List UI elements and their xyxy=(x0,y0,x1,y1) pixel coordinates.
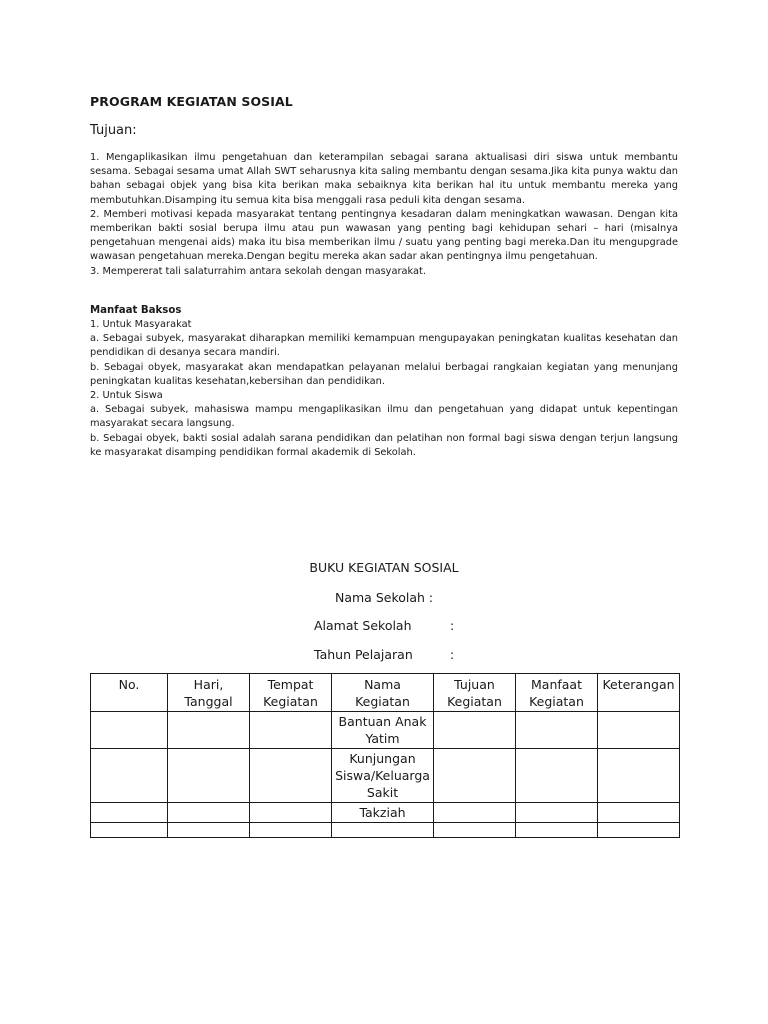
table-cell xyxy=(168,712,250,749)
table-cell xyxy=(250,749,332,803)
table-cell xyxy=(516,823,598,838)
buku-title: BUKU KEGIATAN SOSIAL xyxy=(309,560,459,575)
manfaat-item-2: 2. Untuk Siswa xyxy=(90,390,163,402)
document-title: PROGRAM KEGIATAN SOSIAL xyxy=(90,94,293,109)
alamat-sekolah-field xyxy=(314,618,455,633)
table-cell xyxy=(168,803,250,823)
tahun-pelajaran-field xyxy=(314,647,455,662)
manfaat-item-2b: b. Sebagai obyek, bakti sosial adalah sarana pendidikan dan pelatihan non formal bagi siswa dengan terjun langsung ke masyarakat disamping pendidikan formal akademik di Sekolah. xyxy=(90,432,678,458)
table-cell xyxy=(91,803,168,823)
kegiatan-table xyxy=(90,673,680,838)
table-cell xyxy=(332,823,434,838)
header-keterangan: Keterangan xyxy=(598,674,680,712)
table-cell xyxy=(91,749,168,803)
table-cell: Kunjungan Siswa/Keluarga Sakit xyxy=(332,749,434,803)
table-cell xyxy=(168,823,250,838)
tujuan-list xyxy=(90,151,678,279)
table-row xyxy=(91,803,680,823)
table-cell xyxy=(434,749,516,803)
table-cell xyxy=(250,712,332,749)
table-cell xyxy=(434,823,516,838)
alamat-sekolah-label: Alamat Sekolah xyxy=(314,618,412,633)
manfaat-item-1a: a. Sebagai subyek, masyarakat diharapkan memiliki kemampuan mengupayakan peningkatan kualitas kesehatan dan pendidikan di desanya secara mandiri. xyxy=(90,333,678,359)
table-cell xyxy=(434,803,516,823)
manfaat-item-1b: b. Sebagai obyek, masyarakat akan mendapatkan pelayanan melalui berbagai rangkaian kegiatan yang menunjang peningkatan kualitas kesehatan,kebersihan dan pendidikan. xyxy=(90,361,678,387)
table-cell xyxy=(516,749,598,803)
table-cell xyxy=(250,803,332,823)
header-manfaat-kegiatan: Manfaat Kegiatan xyxy=(516,674,598,712)
table-cell xyxy=(91,712,168,749)
manfaat-list xyxy=(90,318,678,460)
table-cell xyxy=(598,749,680,803)
header-nama-kegiatan: Nama Kegiatan xyxy=(332,674,434,712)
table-cell xyxy=(434,712,516,749)
table-cell xyxy=(598,823,680,838)
tujuan-item-3: 3. Mempererat tali salaturrahim antara sekolah dengan masyarakat. xyxy=(90,265,426,277)
tahun-pelajaran-colon: : xyxy=(450,647,455,662)
tujuan-item-2: 2. Memberi motivasi kepada masyarakat tentang pentingnya kesadaran dalam meningkatkan wawasan. Dengan kita memberikan bakti sosial berupa ilmu atau pun wawasan yang penting bagi kehidupan sehari – hari (misalnya pengetahuan mengenai aids) maka itu bisa memberikan ilmu / suatu yang penting bagi mereka.Dan itu mengupgrade wawasan pengetahuan mereka.Dengan begitu mereka akan sadar akan pentingnya ilmu pengetahuan. xyxy=(90,208,678,263)
table-row xyxy=(91,749,680,803)
manfaat-heading: Manfaat Baksos xyxy=(90,305,182,316)
table-cell xyxy=(598,712,680,749)
header-hari-tanggal: Hari, Tanggal xyxy=(168,674,250,712)
table-cell xyxy=(516,803,598,823)
table-cell: Takziah xyxy=(332,803,434,823)
table-cell xyxy=(516,712,598,749)
tujuan-item-1: 1. Mengaplikasikan ilmu pengetahuan dan keterampilan sebagai sarana aktualisasi diri siswa untuk membantu sesama. Sebagai sesama umat Allah SWT seharusnya kita saling membantu dengan sesama.Jika kita punya waktu dan bahan sebagai objek yang bisa kita berikan maka sebaiknya kita berikan hal itu untuk membantu mereka yang membutuhkan.Disamping itu semua kita bisa menggali rasa peduli kita dengan sesama. xyxy=(90,152,678,206)
alamat-sekolah-colon: : xyxy=(450,618,455,633)
table-row xyxy=(91,823,680,838)
nama-sekolah-label: Nama Sekolah : xyxy=(335,590,434,605)
table-cell xyxy=(168,749,250,803)
tahun-pelajaran-label: Tahun Pelajaran xyxy=(314,647,413,662)
tujuan-heading: Tujuan: xyxy=(90,123,137,138)
header-tujuan-kegiatan: Tujuan Kegiatan xyxy=(434,674,516,712)
table-cell xyxy=(91,823,168,838)
table-header-row xyxy=(91,674,680,712)
table-row xyxy=(91,712,680,749)
table-cell: Bantuan Anak Yatim xyxy=(332,712,434,749)
header-tempat-kegiatan: Tempat Kegiatan xyxy=(250,674,332,712)
manfaat-item-2a: a. Sebagai subyek, mahasiswa mampu mengaplikasikan ilmu dan pengetahuan yang didapat untuk kepentingan masyarakat secara langsung. xyxy=(90,404,678,430)
table-cell xyxy=(598,803,680,823)
manfaat-item-1: 1. Untuk Masyarakat xyxy=(90,319,192,330)
nama-sekolah-field xyxy=(335,590,433,605)
table-cell xyxy=(250,823,332,838)
header-no: No. xyxy=(91,674,168,712)
